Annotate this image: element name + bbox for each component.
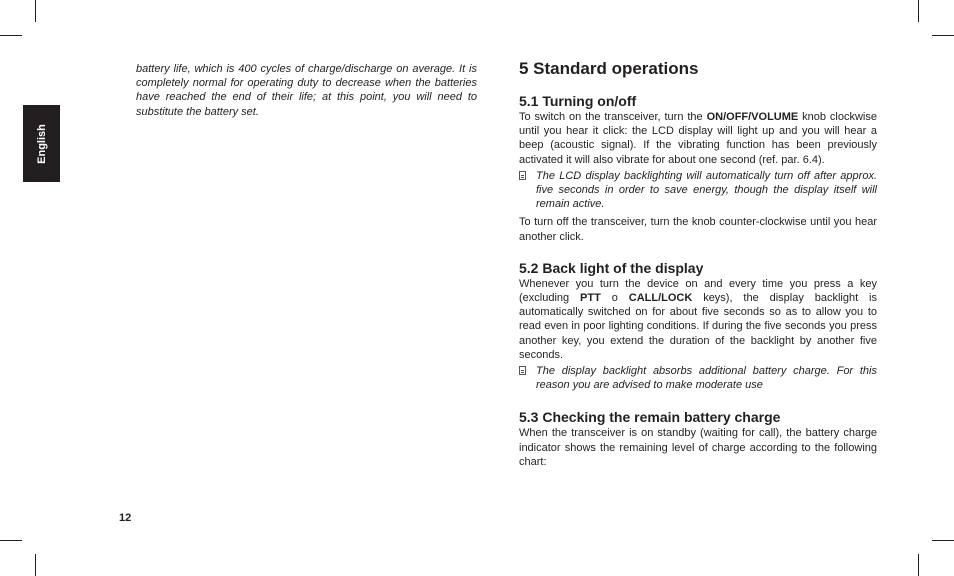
text-run: To switch on the transceiver, turn the (519, 111, 707, 123)
page-number: 12 (119, 512, 132, 524)
section-title: 5 Standard operations (519, 59, 699, 78)
key-name: PTT (580, 292, 601, 305)
heading-back-light: 5.2 Back light of the display (519, 259, 704, 276)
heading-turning-on-off: 5.1 Turning on/off (519, 93, 637, 109)
crop-mark (918, 554, 919, 576)
key-name: ON/OFF/VOLUME (706, 111, 799, 123)
text-run: Whenever you turn the device on and every time you press a key (excluding (519, 277, 877, 305)
note-text: The LCD display backlighting will automatically turn off after approx. five seconds in order to save energy, though the display itself will remain active. (536, 169, 877, 211)
right-column (519, 58, 877, 469)
language-tab (23, 105, 60, 182)
left-column-text: battery life, which is 400 cycles of charge/discharge on average. It is completely normal for operating duty to decrease when the batteries have reached the end of their life; at this point, you will need to substitute the battery set. (136, 63, 477, 118)
crop-mark (35, 554, 36, 576)
key-name: CALL/LOCK (628, 292, 693, 305)
crop-mark (35, 0, 36, 22)
note-backlight-auto-off (519, 169, 877, 212)
text-run: keys), the display backlight is automatically switched on for about five seconds so as to allow you to read even in poor lighting conditions. If during the five seconds you press another key, you extend the duration of the backlight by another five seconds. (519, 292, 878, 361)
crop-mark (0, 35, 22, 36)
note-icon (519, 366, 526, 375)
crop-mark (932, 540, 954, 541)
note-text: The display backlight absorbs additional battery charge. For this reason you are advised to make moderate use (536, 365, 877, 392)
crop-mark (932, 35, 954, 36)
paragraph-switch-on (519, 110, 877, 167)
heading-battery-charge: 5.3 Checking the remain battery charge (519, 409, 781, 426)
text-run: o (600, 292, 629, 305)
text-run: knob clockwise until you hear it click: the LCD display will light up and you will hear a beep (acoustic signal). If the vibrating function has been previously activated it will also vibrate for about one second (ref. par. 6.4). (519, 111, 877, 166)
paragraph-battery-charge: When the transceiver is on standby (waiting for call), the battery charge indicator shows the remaining level of charge according to the following chart: (519, 427, 877, 468)
crop-mark (0, 540, 22, 541)
paragraph-back-light (519, 277, 877, 362)
crop-mark (918, 0, 919, 22)
paragraph-switch-off: To turn off the transceiver, turn the knob counter-clockwise until you hear another click. (519, 216, 877, 243)
note-backlight-battery (519, 364, 877, 392)
note-icon (519, 171, 526, 180)
language-tab-label: English (35, 123, 48, 164)
